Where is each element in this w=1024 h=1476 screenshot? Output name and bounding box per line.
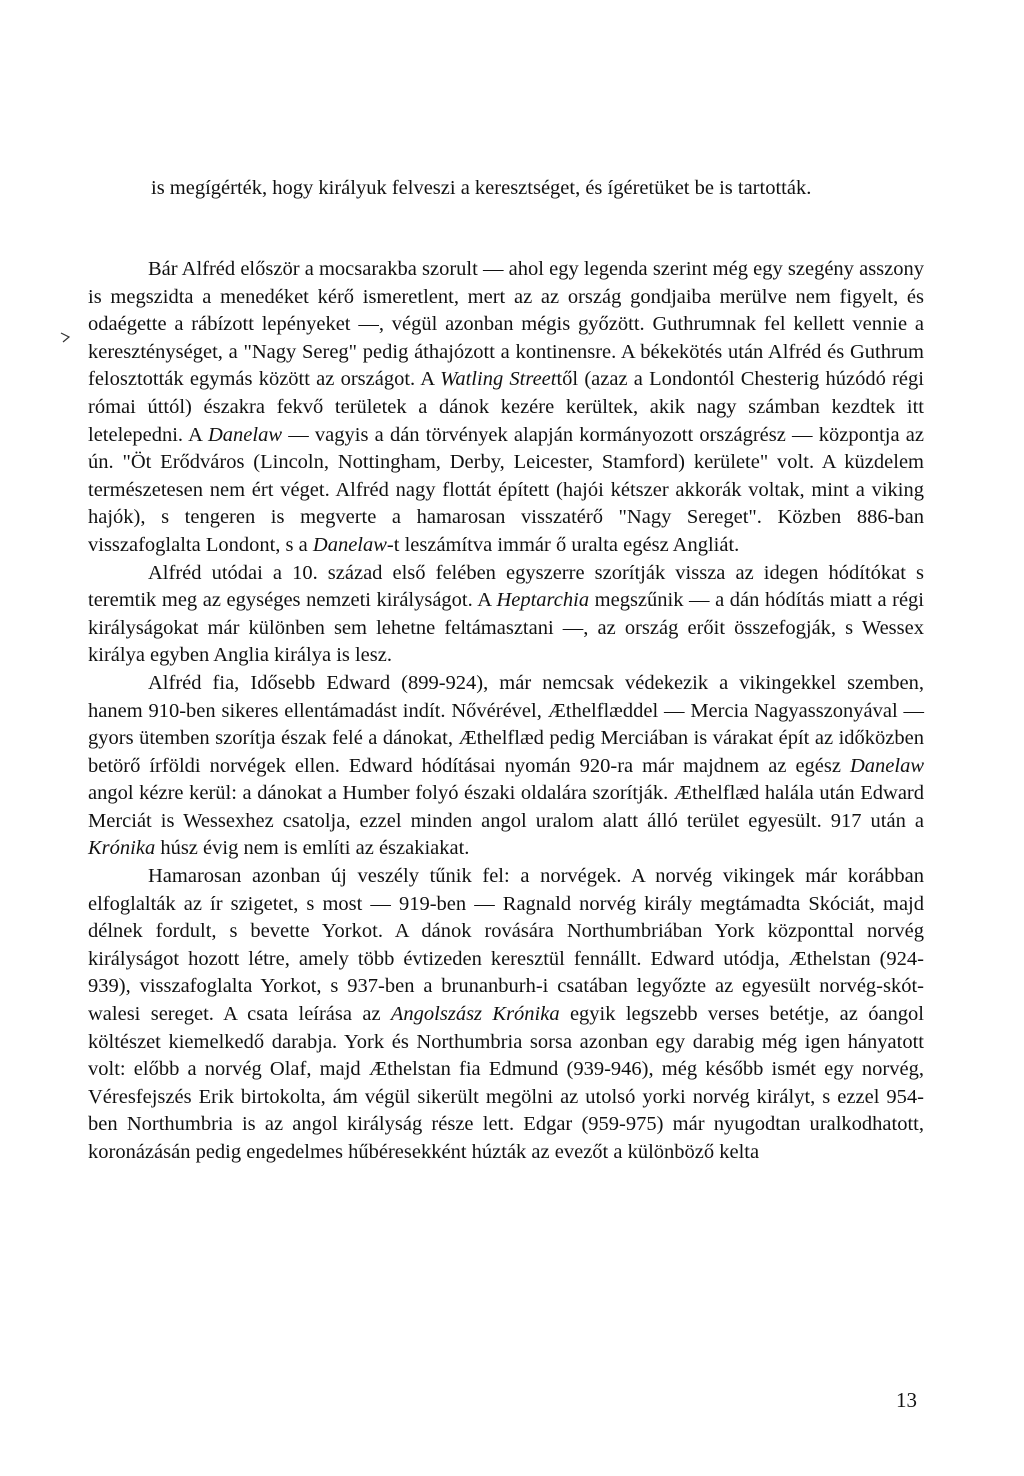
- text-run: angol kézre kerül: a dánokat a Humber folyó északi oldalára szorítják. Æthelflæd halála után Edward Merciát is Wessexhez csatolja, ezzel minden angol uralom alatt álló terület egyesült. 917 után a: [88, 782, 924, 832]
- paragraph-continuation: is megígérték, hogy királyuk felveszi a keresztséget, és ígéretüket be is tartották.: [151, 177, 812, 199]
- italic-term: Heptarchia: [496, 589, 590, 612]
- italic-term: Angolszász Krónika: [390, 1003, 560, 1026]
- italic-term: Danelaw: [849, 754, 924, 777]
- text-run: től (azaz a Londontól Chesterig húzódó régi római úttól) északra fekvő területek a dánok kezére kerültek, akik nagy számban kezdtek itt letelepedni. A: [88, 368, 924, 446]
- text-run: Bár Alfréd először a mocsarakba szorult — ahol egy legenda szerint még egy szegény asszony is megszidta a menedéket kérő ismeretlent, mert az az ország gondjaiba merülve nem figyelt, és odaégette a rábízott lepényeket —, végül azonban mégis győzött. Guthrumnak fel kellett vennie a kereszténységet, a "Nagy Sereg" pedig áthajózott a kontinensre. A békekötés után Alfréd és Guthrum felosztották egymás között az országot. A: [88, 258, 924, 391]
- text-run: Alfréd utódai a 10. század első felében egyszerre szorítják vissza az idegen hódítókat s teremtik meg az egységes nemzeti királyságot. A: [88, 561, 924, 612]
- paragraph: [88, 670, 924, 863]
- italic-term: Watling Street: [440, 368, 557, 391]
- page-number: 13: [896, 1388, 917, 1412]
- text-run: Hamarosan azonban új veszély tűnik fel: a norvégek. A norvég vikingek már korábban elfoglalták az ír szigetet, s most — 919-ben — Ragnald norvég király megtámadta Skóciát, majd délnek fordult, s bevette Yorkot. A dánok rovására Northumbriában York központtal norvég királyságot hozott létre, amely több évtizeden keresztül fennállt. Edward utódja, Æthelstan (924-939), visszafoglalta Yorkot, s 937-ben a brunanburh-i csatában legyőzte az egyesült norvég-skót-walesi sereget. A csata leírása az: [88, 865, 924, 1026]
- text-run: megszűnik — a dán hódítás miatt a régi királyságokat már különben sem lehetne feltámasztani —, az ország erőit összefogják, s Wessex királya egyben Anglia királya is lesz.: [88, 589, 924, 667]
- paragraph: [88, 560, 924, 670]
- margin-tick-mark: [60, 330, 72, 342]
- paragraph: [88, 863, 924, 1167]
- text-run: Alfréd fia, Idősebb Edward (899-924), már nemcsak védekezik a vikingekkel szemben, hanem 910-ben sikeres ellentámadást indít. Nővérével, Æthelflæddel — Mercia Nagyasszonyával — gyors ütemben szorítja észak felé a dánokat, Æthelflæd pedig Merciában is várakat épít az időközben betörő írföldi norvégek ellen. Edward hódításai nyomán 920-ra már majdnem az egész: [88, 671, 924, 777]
- italic-term: Danelaw: [312, 533, 387, 556]
- text-run: — vagyis a dán törvények alapján kormányozott országrész — központja az ún. "Öt Erődváros (Lincoln, Nottingham, Derby, Leicester, Stamford) kerülete" volt. A küzdelem természetesen nem ért véget. Alfréd nagy flottát épített (hajói kétszer akkorák voltak, mint a viking hajók), s tengeren is megverte a hamarosan visszatérő "Nagy Sereget". Közben 886-ban visszafoglalta Londont, s a: [88, 423, 924, 556]
- italic-term: Krónika: [88, 837, 156, 860]
- text-run: húsz évig nem is említi az északiakat.: [155, 837, 470, 860]
- body-text: [88, 256, 924, 1167]
- paragraph: [88, 256, 924, 560]
- italic-term: Danelaw: [208, 423, 283, 446]
- text-run: egyik legszebb verses betétje, az óangol költészet kiemelkedő darabja. York és Northumbria sorsa azonban egy darabig még igen hányatott volt: előbb a norvég Olaf, majd Æthelstan fia Edmund (939-946), még később ismét egy norvég, Véresfejszés Erik birtokolta, ám végül sikerült megölni az utolsó yorki norvég királyt, s ezzel 954-ben Northumbria is az angol királyság része lett. Edgar (959-975) már nyugodtan uralkodhatott, koronázásán pedig engedelmes hűbéresekként húzták az evezőt a különböző kelta: [88, 1003, 924, 1163]
- text-run: -t leszámítva immár ő uralta egész Angliát.: [386, 533, 740, 556]
